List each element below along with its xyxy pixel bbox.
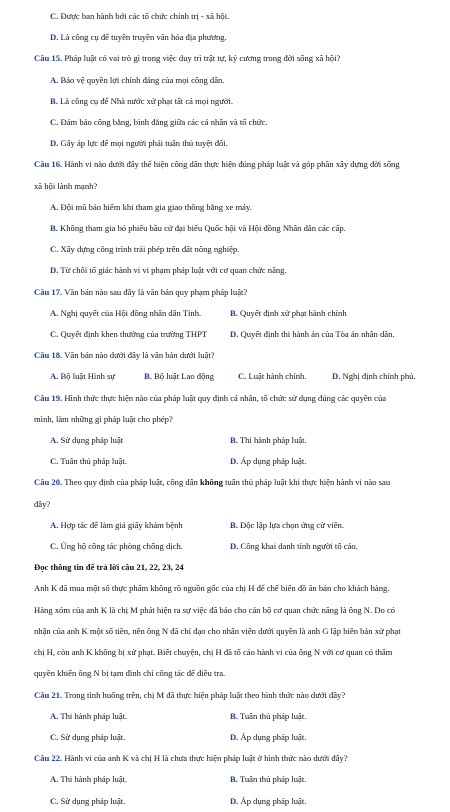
option-label: B. (230, 435, 238, 446)
option-row (34, 769, 432, 790)
option-label: A. (50, 371, 59, 382)
option-a (50, 769, 230, 790)
passage-line: Hàng xóm của anh K là chị M phát hiện ra sự việc đã báo cho cán bộ cơ quan chức năng là ông N. Do có (34, 604, 396, 615)
option-label: A. (50, 74, 59, 85)
option-c (50, 791, 230, 812)
question-number: Câu 19. (34, 392, 63, 403)
option-text: Tuân thủ pháp luật. (60, 456, 127, 467)
option-d (230, 536, 358, 557)
option-label: B. (144, 371, 152, 382)
option-label: C. (50, 117, 59, 128)
option-row (34, 706, 432, 727)
option-row (34, 366, 432, 387)
option-row (34, 791, 432, 812)
question-22 (34, 748, 432, 769)
option-text: Không tham gia bỏ phiếu bầu cử đại biểu Quốc hội và Hội đồng Nhân dân các cấp. (60, 223, 346, 234)
option-b (230, 769, 306, 790)
question-text: Trong tình huống trên, chị M đã thực hiện pháp luật theo hình thức nào dưới đây? (64, 689, 346, 700)
option-text: Áp dụng pháp luật. (240, 456, 307, 467)
question-text: Hành vi của anh K và chị H là chưa thực hiện pháp luật ở hình thức nào dưới đây? (64, 753, 348, 764)
question-number: Câu 17. (34, 286, 63, 297)
option-text: Thi hành pháp luật. (239, 435, 307, 446)
option-text: Quyết định xử phạt hành chính (240, 307, 347, 318)
option-label: C. (50, 11, 59, 21)
option-a (50, 303, 230, 324)
option-label: A. (50, 519, 59, 530)
option-text: Áp dụng pháp luật. (240, 731, 307, 742)
option-label: B. (230, 307, 238, 318)
option-text: Quyết định khen thưởng của trường THPT (60, 329, 208, 340)
option-c (238, 366, 332, 387)
question-number: Câu 16. (34, 159, 63, 170)
option-text: Công khai danh tính người tố cáo. (240, 541, 358, 552)
option-text: Đội mũ bảo hiểm khi tham gia giao thông bằng xe máy. (60, 201, 252, 212)
option-c (50, 451, 230, 472)
option-label: D. (50, 265, 59, 276)
option-text: Độc lập lựa chọn ứng cử viên. (240, 519, 344, 530)
option-text: Là công cụ để tuyên truyền văn hóa địa phương. (60, 32, 227, 43)
option-text: Xây dựng công trình trái phép trên đất nông nghiệp. (60, 244, 240, 255)
section-title: Đọc thông tin để trả lời câu 21, 22, 23, 24 (34, 562, 184, 573)
option-b (34, 91, 432, 112)
option-row (34, 515, 432, 536)
option-text: Sử dụng pháp luật. (60, 795, 126, 806)
option-text: Là công cụ để Nhà nước xử phạt tất cả mọi người. (60, 95, 233, 106)
question-number: Câu 21. (34, 689, 63, 700)
option-d (230, 324, 395, 345)
option-label: C. (50, 456, 59, 467)
option-b (34, 218, 432, 239)
option-label: B. (230, 774, 238, 785)
option-text: Ủng hộ công tác phòng chống dịch. (60, 541, 183, 552)
option-row (34, 303, 432, 324)
option-label: B. (50, 223, 58, 234)
passage-line: nhận của anh K một số tiền, nên ông N đã chỉ đạo cho nhân viên dưới quyền là anh G lập biên bản xử phạt (34, 625, 401, 636)
option-label: A. (50, 435, 59, 446)
question-21 (34, 685, 432, 706)
option-text: Từ chối tố giác hành vi vi phạm pháp luật với cơ quan chức năng. (60, 265, 287, 276)
option-a (50, 706, 230, 727)
option-a (34, 70, 432, 91)
option-label: A. (50, 710, 59, 721)
option-text: Áp dụng pháp luật. (240, 795, 307, 806)
option-b (230, 515, 344, 536)
option-row (34, 727, 432, 748)
option-c (34, 112, 432, 133)
option-text: Thi hành pháp luật. (60, 774, 128, 785)
option-b (144, 366, 238, 387)
option-label: A. (50, 201, 59, 212)
option-label: B. (50, 95, 58, 106)
option-label: D. (230, 541, 239, 552)
passage-line: quyền khiến ông N bị tạm đình chỉ công tác để điều tra. (34, 668, 226, 679)
option-text: Bộ luật Lao động (154, 371, 214, 382)
question-text: Theo quy định của pháp luật, công dân (64, 477, 200, 488)
option-label: C. (238, 371, 247, 382)
question-text: Hành vi nào dưới đây thể hiện công dân thực hiện đúng pháp luật và góp phần xây dựng đời sống (64, 159, 400, 170)
option-text: Nghị định chính phủ. (342, 371, 416, 382)
option-text: Luật hành chính. (248, 371, 307, 382)
option-text: Sử dụng pháp luật. (60, 731, 126, 742)
question-15 (34, 48, 432, 69)
question-number: Câu 18. (34, 350, 63, 361)
option-label: D. (230, 456, 239, 467)
option-d (230, 791, 306, 812)
question-number: Câu 22. (34, 753, 63, 764)
option-label: C. (50, 244, 59, 255)
option-label: D. (230, 329, 239, 340)
option-label: A. (50, 307, 59, 318)
option-text: Thi hành pháp luật. (60, 710, 128, 721)
option-d (34, 27, 432, 48)
option-b (230, 303, 347, 324)
option-text: Sử dụng pháp luật (60, 435, 124, 446)
option-c (50, 727, 230, 748)
question-18 (34, 345, 432, 366)
option-a (50, 430, 230, 451)
option-d (34, 133, 432, 154)
option-a (50, 366, 144, 387)
option-label: C. (50, 541, 59, 552)
option-label: D. (230, 731, 239, 742)
option-b (230, 706, 306, 727)
option-c (50, 536, 230, 557)
option-row (34, 451, 432, 472)
option-text: Tuân thủ pháp luật. (239, 774, 307, 785)
question-19-cont: mình, làm những gì pháp luật cho phép? (34, 413, 173, 424)
question-17 (34, 282, 432, 303)
question-text: tuân thủ pháp luật khi thực hiện hành vi nào sau (222, 477, 391, 488)
option-c (34, 239, 432, 260)
option-text: Nghị quyết của Hội đồng nhân dân Tỉnh. (60, 307, 202, 318)
option-c (50, 324, 230, 345)
question-number: Câu 20. (34, 477, 63, 488)
option-label: D. (50, 138, 59, 149)
option-d (332, 366, 416, 387)
question-text: Hình thức thực hiện nào của pháp luật quy định cá nhân, tổ chức sử dụng đúng các quyền của (64, 392, 387, 403)
option-text: Hợp tác để làm giả giấy khám bệnh (60, 519, 183, 530)
question-text: Pháp luật có vai trò gì trong việc duy trì trật tự, kỷ cương trong đời sống xã hội? (64, 53, 341, 64)
option-text: Quyết định thi hành án của Tòa án nhân dân. (240, 329, 395, 340)
option-d (34, 260, 432, 281)
option-label: C. (50, 731, 59, 742)
option-label: D. (332, 371, 341, 382)
option-row (34, 324, 432, 345)
option-d (230, 727, 306, 748)
option-row (34, 430, 432, 451)
option-c (34, 6, 432, 27)
option-text: Đảm bảo công bằng, bình đẳng giữa các cá nhân và tổ chức. (60, 117, 268, 128)
passage-line: Anh K đã mua một số thực phẩm không rõ nguồn gốc của chị H để chế biến đồ ăn bán cho khách hàng. (34, 583, 390, 594)
option-label: C. (50, 329, 59, 340)
question-20-cont: đây? (34, 498, 51, 509)
question-emphasis: không (199, 477, 223, 488)
question-number: Câu 15. (34, 53, 63, 64)
question-19 (34, 388, 432, 409)
question-16 (34, 154, 432, 175)
option-label: B. (230, 710, 238, 721)
option-text: Bảo vệ quyền lợi chính đáng của mọi công dân. (60, 74, 225, 85)
option-d (230, 451, 306, 472)
option-label: C. (50, 795, 59, 806)
option-a (34, 197, 432, 218)
passage-line: chị H, còn anh K không bị xử phạt. Biết chuyện, chị H đã tố cáo hành vi của ông N với cơ quan có thẩm (34, 647, 393, 658)
option-label: D. (50, 32, 59, 43)
option-label: A. (50, 774, 59, 785)
option-text: Gây áp lực để mọi người phải tuân thủ tuyệt đối. (60, 138, 228, 149)
option-label: B. (230, 519, 238, 530)
option-text: Tuân thủ pháp luật. (239, 710, 307, 721)
question-20 (34, 472, 432, 493)
question-text: Văn bản nào sau đây là văn bản quy phạm pháp luật? (64, 286, 248, 297)
option-row (34, 536, 432, 557)
question-16-cont: xã hội lành mạnh? (34, 180, 98, 191)
option-label: D. (230, 795, 239, 806)
option-text: Bộ luật Hình sự (60, 371, 116, 382)
option-b (230, 430, 307, 451)
option-text: Được ban hành bởi các tổ chức chính trị - xã hội. (60, 11, 230, 21)
option-a (50, 515, 230, 536)
question-text: Văn bản nào dưới đây là văn bản dưới luật? (64, 350, 215, 361)
